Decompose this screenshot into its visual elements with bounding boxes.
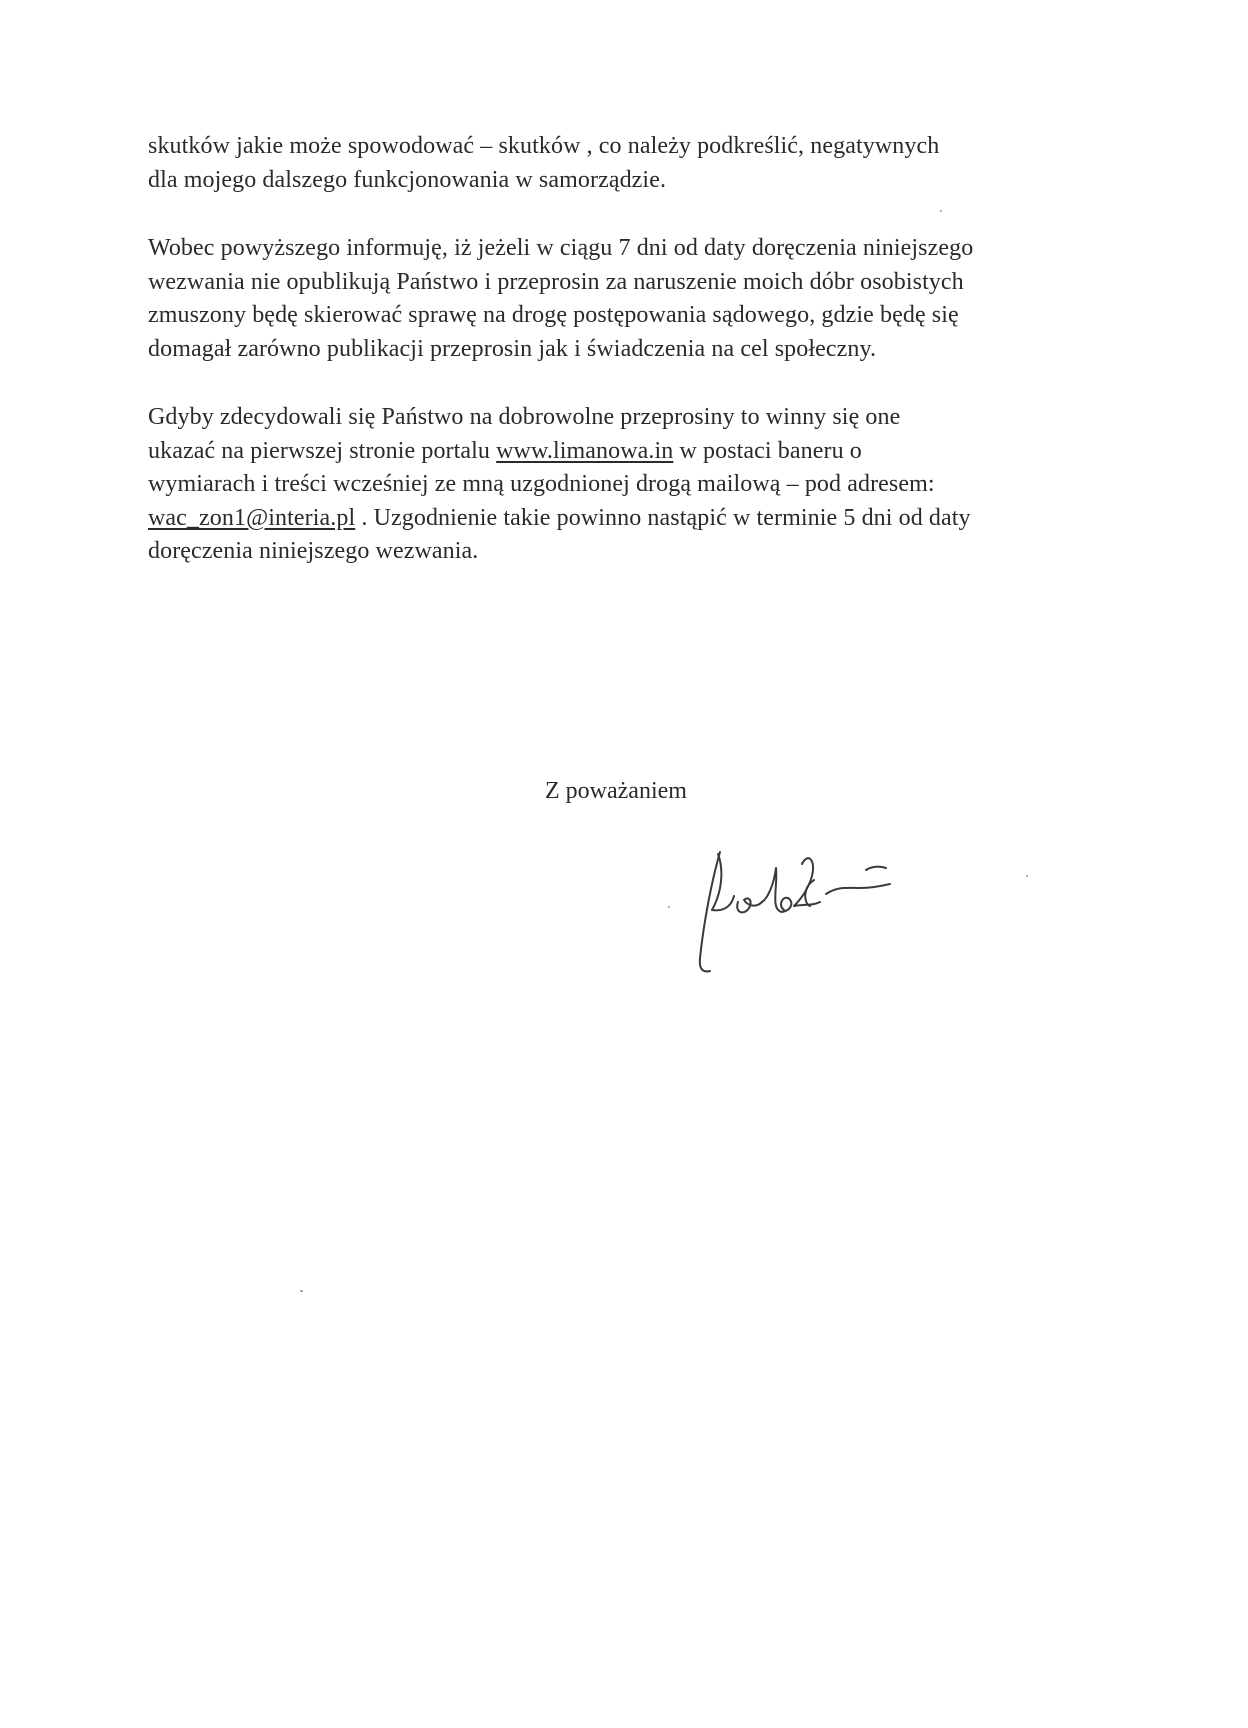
text-line: [148, 435, 1108, 469]
portal-link[interactable]: www.limanowa.in: [496, 437, 674, 464]
paragraph-consequences: [148, 130, 1108, 197]
text-segment: . Uzgodnienie takie powinno nastąpić w terminie 5 dni od daty: [355, 504, 971, 531]
text-line: dla mojego dalszego funkcjonowania w samorządzie.: [148, 166, 667, 193]
text-line: Gdyby zdecydowali się Państwo na dobrowolne przeprosiny to winny się one: [148, 404, 901, 430]
text-line: skutków jakie może spowodować – skutków , co należy podkreślić, negatywnych: [148, 133, 940, 159]
text-line: zmuszony będę skierować sprawę na drogę postępowania sądowego, gdzie będę się: [148, 302, 959, 328]
scan-speck: [1026, 875, 1028, 877]
paragraph-demand: [148, 232, 1108, 366]
text-line: domagał zarówno publikacji przeprosin jak i świadczenia na cel społeczny.: [148, 335, 877, 362]
text-segment: w postaci baneru o: [673, 437, 862, 464]
scan-speck: [668, 906, 670, 908]
scan-speck: [300, 1290, 303, 1292]
text-line: doręczenia niniejszego wezwania.: [148, 538, 479, 564]
text-segment: ukazać na pierwszej stronie portalu: [148, 437, 497, 464]
text-line: [148, 502, 1108, 536]
closing-salutation: Z poważaniem: [545, 778, 687, 804]
paragraph-apology-terms: [148, 401, 1108, 569]
text-line: wezwania nie opublikują Państwo i przeprosin za naruszenie moich dóbr osobistych: [148, 268, 964, 295]
text-line: wymiarach i treści wcześniej ze mną uzgodnionej drogą mailową – pod adresem:: [148, 471, 935, 497]
handwritten-signature-icon: [690, 840, 960, 990]
text-line: Wobec powyższego informuję, iż jeżeli w ciągu 7 dni od daty doręczenia niniejszego: [148, 235, 974, 261]
email-link[interactable]: wac_zon1@interia.pl: [148, 504, 356, 531]
scan-speck: [940, 210, 942, 212]
